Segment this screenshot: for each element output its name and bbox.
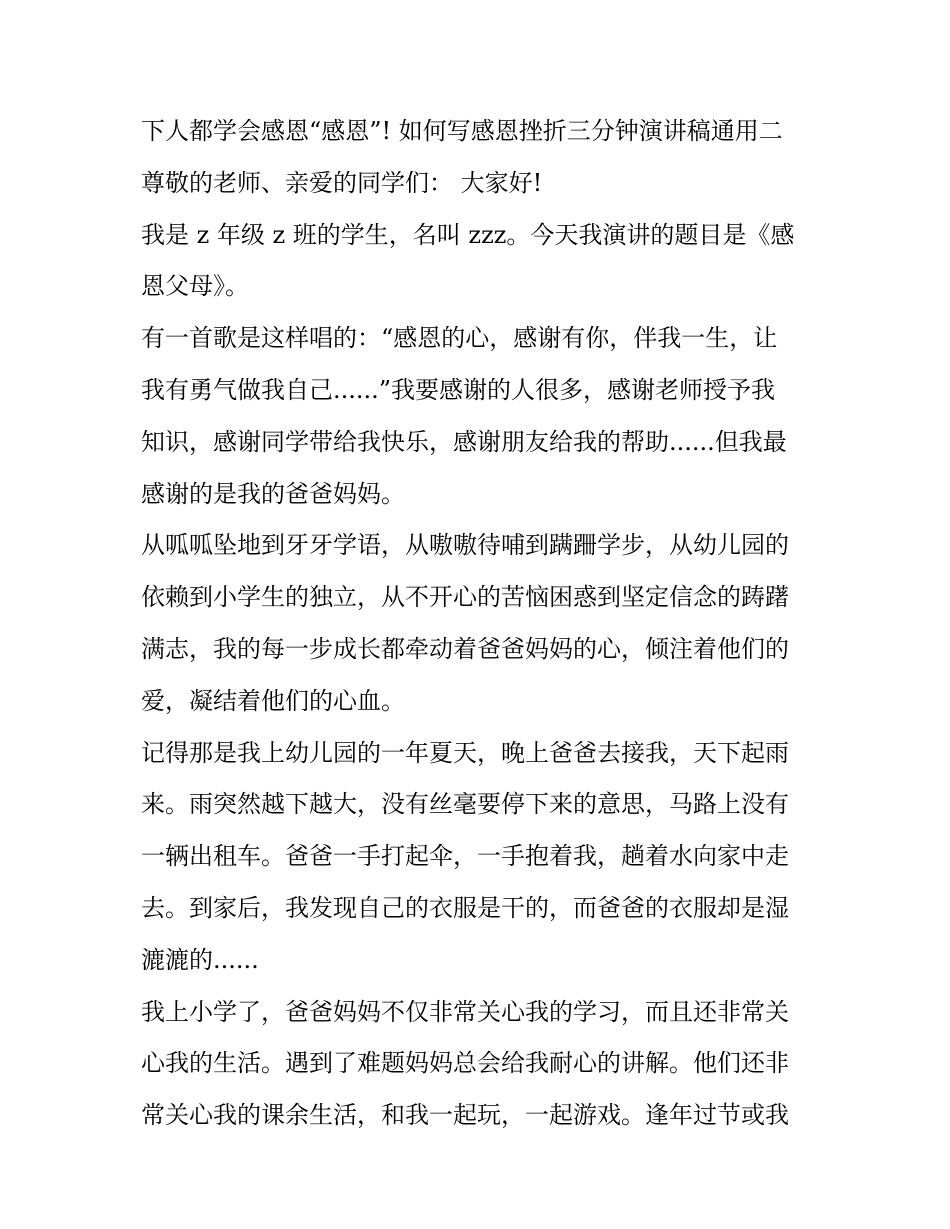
text-line: 爱，凝结着他们的心血。 (141, 686, 405, 715)
text-line: 来。雨突然越下越大，没有丝毫要停下来的意思，马路上没有 (141, 790, 789, 819)
text-line: 我是 z 年级 z 班的学生，名叫 zzz。今天我演讲的题目是《感 (141, 220, 795, 249)
text-line: 下人都学会感恩“感恩”! 如何写感恩挫折三分钟演讲稿通用二 (141, 117, 783, 145)
speech-text (141, 106, 821, 1142)
text-line: 常关心我的课余生活，和我一起玩，一起游戏。逢年过节或我 (141, 1101, 789, 1130)
text-line: 感谢的是我的爸爸妈妈。 (141, 479, 405, 508)
text-line: 我有勇气做我自己......”我要感谢的人很多，感谢老师授予我 (141, 375, 776, 404)
text-line: 心我的生活。遇到了难题妈妈总会给我耐心的讲解。他们还非 (141, 1049, 789, 1078)
text-line: 去。到家后，我发现自己的衣服是干的，而爸爸的衣服却是湿 (141, 893, 789, 922)
text-line: 一辆出租车。爸爸一手打起伞，一手抱着我，趟着水向家中走 (141, 842, 789, 871)
text-line: 有一首歌是这样唱的：“感恩的心，感谢有你，伴我一生，让 (141, 324, 778, 353)
text-line: 知识，感谢同学带给我快乐，感谢朋友给我的帮助......但我最 (141, 427, 787, 456)
text-line: 依赖到小学生的独立，从不开心的苦恼困惑到坚定信念的踌躇 (141, 583, 789, 612)
text-line: 尊敬的老师、亲爱的同学们： 大家好! (141, 168, 543, 197)
text-line: 漉漉的...... (141, 945, 259, 974)
text-line: 恩父母》。 (141, 272, 249, 301)
text-line: 我上小学了，爸爸妈妈不仅非常关心我的学习，而且还非常关 (141, 997, 789, 1026)
text-line: 满志，我的每一步成长都牵动着爸爸妈妈的心，倾注着他们的 (141, 634, 789, 663)
text-line: 从呱呱坠地到牙牙学语，从嗷嗷待哺到蹒跚学步，从幼儿园的 (141, 531, 789, 560)
text-line: 记得那是我上幼儿园的一年夏天，晚上爸爸去接我，天下起雨 (141, 738, 789, 767)
